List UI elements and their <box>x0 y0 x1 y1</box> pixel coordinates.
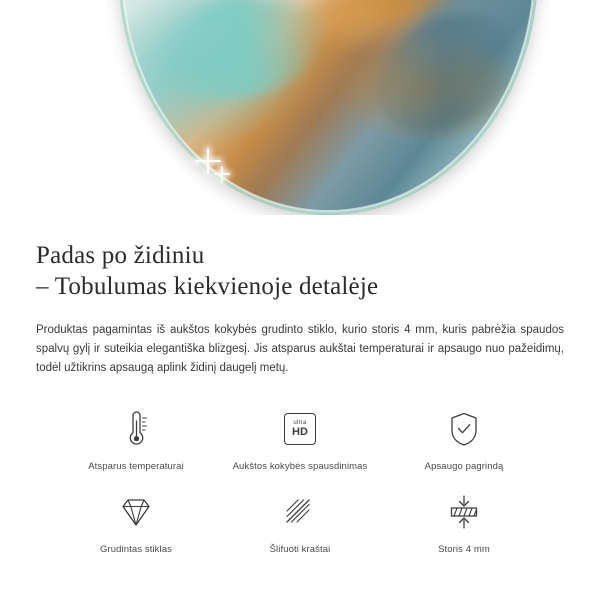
glass-pad-product-image <box>118 0 538 215</box>
feature-label: Aukštos kokybės spausdinimas <box>232 461 368 472</box>
feature-label: Storis 4 mm <box>438 544 490 555</box>
ultra-hd-icon <box>272 405 328 453</box>
diamond-icon <box>108 488 164 536</box>
feature-grid <box>36 405 564 555</box>
feature-item <box>218 488 382 555</box>
feature-label: Atsparus temperaturai <box>88 461 184 472</box>
feature-label: Šlifuoti kraštai <box>269 544 331 555</box>
headline-line-1: Padas po židiniu <box>36 242 205 269</box>
feature-item <box>218 405 382 472</box>
feature-item <box>54 405 218 472</box>
content-area <box>0 240 600 555</box>
shield-check-icon <box>436 405 492 453</box>
feature-item <box>382 405 546 472</box>
feature-item <box>382 488 546 555</box>
thermometer-icon <box>108 405 164 453</box>
feature-item <box>54 488 218 555</box>
feature-label: Apsaugo pagrindą <box>424 461 504 472</box>
hero-image <box>0 0 600 215</box>
glass-edge-highlight <box>121 0 535 212</box>
description-paragraph: Produktas pagamintas iš aukštos kokybės grudinto stiklo, kurio storis 4 mm, kuris pabrėžia spaudos spalvų gylį ir suteikia elegantiška blizgesį. Jis atsparus aukštai temperaturai ir apsaugo nuo pažeidimų, todėl užtikrins apsaugą aplink židinį daugelį metų. <box>36 324 564 374</box>
thickness-icon <box>436 488 492 536</box>
ultra-hd-bottom-text: HD <box>292 426 308 438</box>
headline-line-2: – Tobulumas kiekvienoje detalėje <box>36 273 379 300</box>
polished-edges-icon <box>272 488 328 536</box>
feature-label: Grudintas stiklas <box>100 544 172 555</box>
page-title <box>36 240 564 302</box>
ultra-hd-top-text: ultra <box>293 420 307 426</box>
